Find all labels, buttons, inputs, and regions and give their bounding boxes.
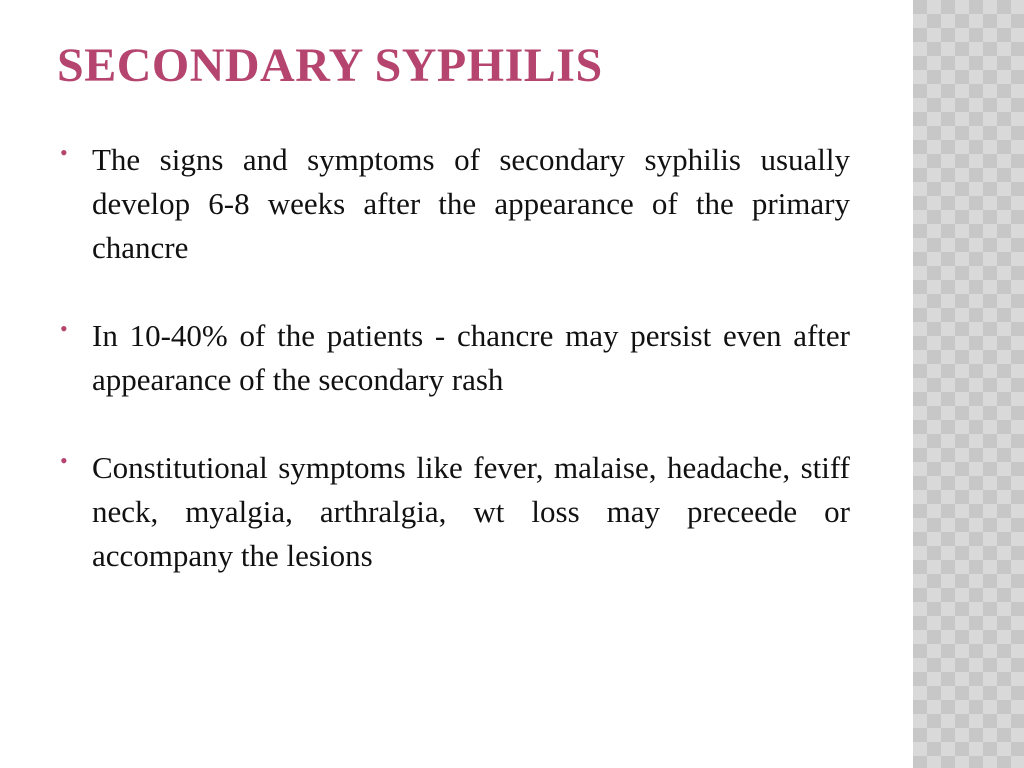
slide-title: SECONDARY SYPHILIS xyxy=(57,39,603,92)
bullet-text: In 10-40% of the patients - chancre may persist even after appearance of the secondary rash xyxy=(92,318,850,397)
bullet-icon: • xyxy=(60,316,68,341)
bullet-icon: • xyxy=(60,140,68,165)
decorative-side-strip xyxy=(913,0,1024,768)
bullet-list xyxy=(60,138,850,622)
bullet-item xyxy=(60,314,850,402)
bullet-item xyxy=(60,138,850,270)
bullet-text: Constitutional symptoms like fever, malaise, headache, stiff neck, myalgia, arthralgia, wt loss may preceede or accompany the lesions xyxy=(92,450,850,573)
bullet-item xyxy=(60,446,850,578)
bullet-icon: • xyxy=(60,448,68,473)
bullet-text: The signs and symptoms of secondary syphilis usually develop 6-8 weeks after the appearance of the primary chancre xyxy=(92,142,850,265)
